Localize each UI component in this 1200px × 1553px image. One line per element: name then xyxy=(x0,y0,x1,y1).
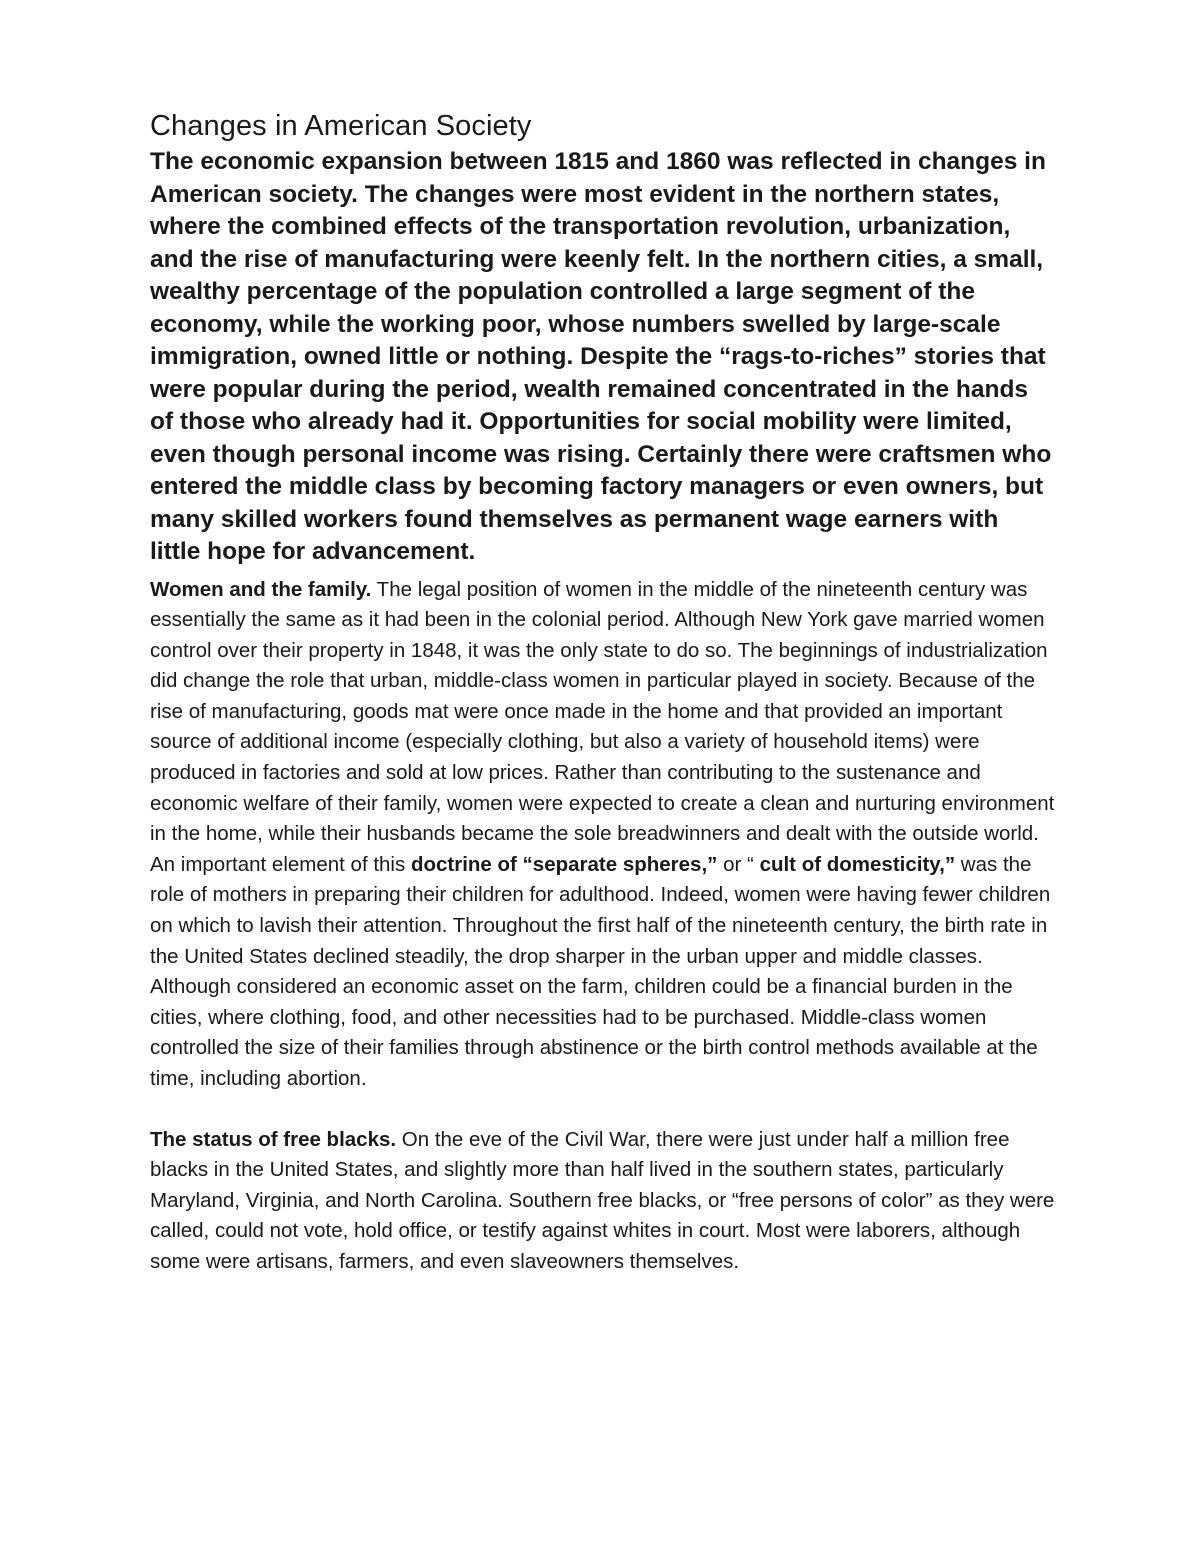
free-blacks-paragraph xyxy=(150,1125,1055,1278)
document-page xyxy=(150,108,1055,1278)
cult-of-domesticity-term: cult of domesticity,” xyxy=(759,852,956,876)
free-blacks-text: On the eve of the Civil War, there were just under half a million free blacks in the United States, and slightly more than half lived in the southern states, particularly Maryland, Virginia, and North Carolina. Southern free blacks, or “free persons of color” as they were called, could not vote, hold office, or testify against whites in court. Most were laborers, although some were artisans, farmers, and even slaveowners themselves. xyxy=(150,1127,1055,1273)
document-title: Changes in American Society xyxy=(150,110,532,142)
free-blacks-section-heading: The status of free blacks. xyxy=(150,1127,397,1151)
women-text-part-1: The legal position of women in the middle of the nineteenth century was essentially the same as it had been in the colonial period. Although New York gave married women control over their property in 1848, it was the only state to do so. The beginnings of industrialization did change the role that urban, middle-class women in particular played in society. Because of the rise of manufacturing, goods mat were once made in the home and that provided an important source of additional income (especially clothing, but also a variety of household items) were produced in factories and sold at low prices. Rather than contributing to the sustenance and economic welfare of their family, women were expected to create a clean and nurturing environment in the home, while their husbands became the sole breadwinners and dealt with the outside world. An important element of this xyxy=(150,577,1055,876)
women-section-heading: Women and the family. xyxy=(150,577,372,601)
separate-spheres-term: doctrine of “separate spheres,” xyxy=(410,852,718,876)
women-text-part-2: or “ xyxy=(717,852,760,876)
women-text-part-3: was the role of mothers in preparing their children for adulthood. Indeed, women were having fewer children on which to lavish their attention. Throughout the first half of the nineteenth century, the birth rate in the United States declined steadily, the drop sharper in the urban upper and middle classes. Although considered an economic asset on the farm, children could be a financial burden in the cities, where clothing, food, and other necessities had to be purchased. Middle-class women controlled the size of their families through abstinence or the birth control methods available at the time, including abortion. xyxy=(150,852,1051,1090)
lead-paragraph: The economic expansion between 1815 and 1860 was reflected in changes in American society. The changes were most evident in the northern states, where the combined effects of the transportation revolution, urbanization, and the rise of manufacturing were keenly felt. In the northern cities, a small, wealthy percentage of the population controlled a large segment of the economy, while the working poor, whose numbers swelled by large-scale immigration, owned little or nothing. Despite the “rags-to-riches” stories that were popular during the period, wealth remained concentrated in the hands of those who already had it. Opportunities for social mobility were limited, even though personal income was rising. Certainly there were craftsmen who entered the middle class by becoming factory managers or even owners, but many skilled workers found themselves as permanent wage earners with little hope for advancement. xyxy=(150,148,1052,565)
women-and-family-paragraph xyxy=(150,575,1055,1095)
